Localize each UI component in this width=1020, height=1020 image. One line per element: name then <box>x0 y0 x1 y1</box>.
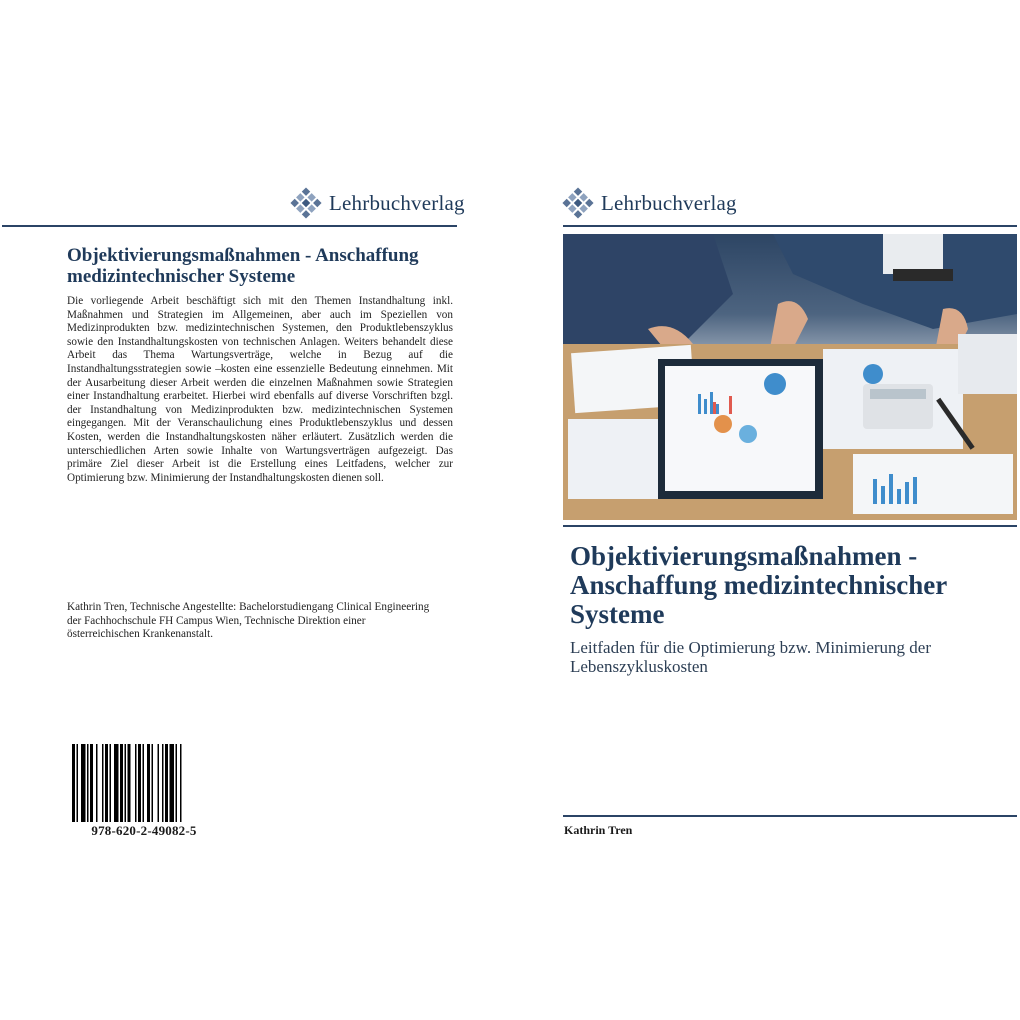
barcode-bar <box>102 744 104 822</box>
barcode-bar <box>143 744 145 822</box>
front-publisher-name: Lehrbuchverlag <box>601 190 737 215</box>
barcode-bar <box>110 744 112 822</box>
barcode-bar <box>96 744 98 822</box>
barcode-bar <box>128 744 131 822</box>
business-meeting-photo <box>563 234 1017 520</box>
barcode-bar <box>72 744 75 822</box>
cover-photo <box>563 234 1017 520</box>
front-top-rule <box>563 225 1017 227</box>
back-publisher-name: Lehrbuchverlag <box>329 190 465 215</box>
barcode-bar <box>81 744 86 822</box>
barcode-bar <box>162 744 164 822</box>
back-title: Objektivierungsmaßnahmen - Anschaffung medizintechnischer Systeme <box>67 245 419 287</box>
barcode-bar <box>176 744 178 822</box>
barcode-bar <box>105 744 108 822</box>
barcode-bar <box>180 744 182 822</box>
author-bio: Kathrin Tren, Technische Angestellte: Bachelorstudiengang Clinical Engineering der Fachhochschule FH Campus Wien, Technische Direktion einer österreichischen Krankenanstalt. <box>67 601 430 641</box>
barcode-bar <box>165 744 168 822</box>
barcode-bar <box>152 744 154 822</box>
isbn-number: 978-620-2-49082-5 <box>91 823 197 838</box>
back-publisher-logo <box>289 186 465 220</box>
front-subtitle: Leitfaden für die Optimierung bzw. Minimierung der Lebenszykluskosten <box>570 638 931 676</box>
front-publisher-logo <box>561 186 737 220</box>
diamond-grid-icon <box>289 186 323 220</box>
front-photo-rule <box>563 525 1017 527</box>
barcode-bar <box>77 744 79 822</box>
barcode-bar <box>87 744 89 822</box>
barcode-bar <box>125 744 127 822</box>
barcode-bar <box>135 744 137 822</box>
front-author: Kathrin Tren <box>564 823 633 837</box>
barcode-bar <box>114 744 119 822</box>
barcode-bar <box>120 744 123 822</box>
back-top-rule <box>2 225 457 227</box>
barcode-bar <box>158 744 160 822</box>
barcode-bar <box>170 744 175 822</box>
barcode-bar <box>138 744 141 822</box>
barcode-bar <box>90 744 93 822</box>
front-title: Objektivierungsmaßnahmen - Anschaffung medizintechnischer Systeme <box>570 541 947 629</box>
diamond-grid-icon <box>561 186 595 220</box>
barcode-bar <box>147 744 150 822</box>
front-bottom-rule <box>563 815 1017 817</box>
back-blurb: Die vorliegende Arbeit beschäftigt sich mit den Themen Instandhaltung inkl. Maßnahmen und Strategien im Allgemeinen, aber auch im Speziellen von Medizinprodukten bzw. medizintechnischen Systemen, den Produktlebenszyklus sowie den Instandhaltungskosten von technischen Anlagen. Weiters behandelt diese Arbeit das Thema Wartungsverträge, welche in Bezug auf die Instandhaltungsstrategien sowie –kosten eine essenzielle Bedeutung einnehmen. Mit der Ausarbeitung dieser Arbeit werden die einzelnen Maßnahmen sowie Strategien einer Instandhaltung erarbeitet. Hierbei wird ebenfalls auf diverse Vorschriften bzgl. der Instandhaltung von Medizinprodukten bzw. medizintechnischen Systemen eingegangen. Mit der Veranschaulichung eines Produktlebenszyklus und dessen Kosten, werden die Instandhaltungskosten näher erläutert. Zusätzlich werden die unterschiedlichen Arten sowie Inhalte von Wartungsverträgen aufgezeigt. Das primäre Ziel dieser Arbeit ist die Erstellung eines Leitfadens, welcher zur Optimierung bzw. Minimierung der Instandhaltungskosten dienen soll. <box>67 295 453 484</box>
barcode <box>72 744 216 822</box>
